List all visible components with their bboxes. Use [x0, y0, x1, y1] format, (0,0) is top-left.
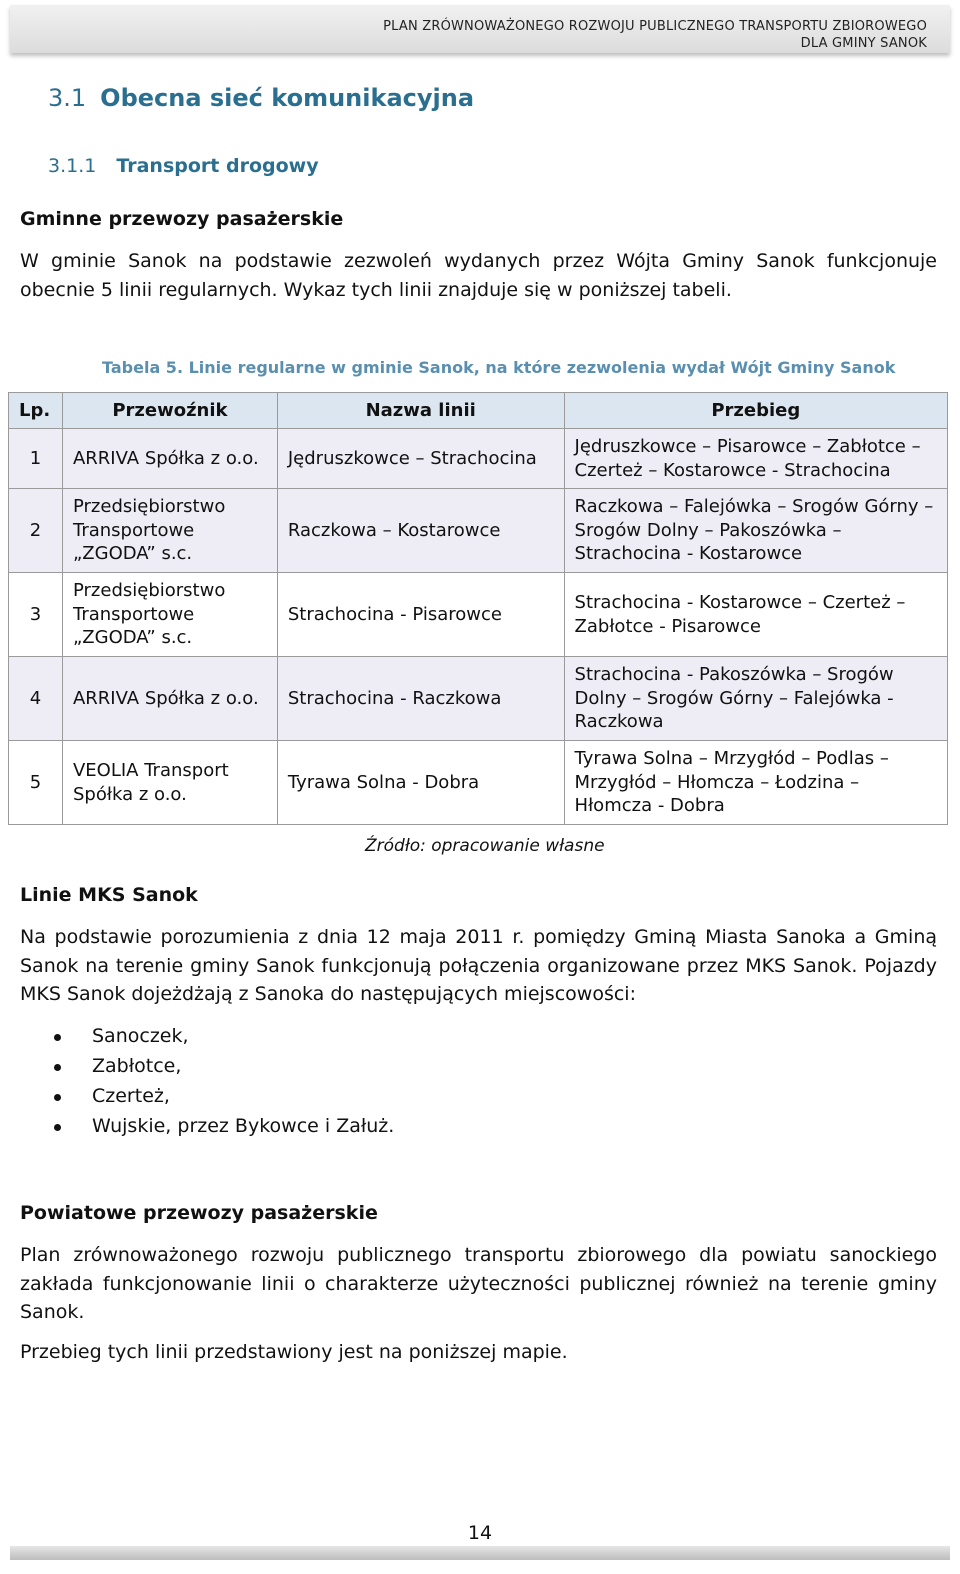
row-carrier: Przedsiębiorstwo Transportowe „ZGODA” s.c. — [62, 489, 277, 573]
table-caption — [102, 358, 895, 377]
row-lp: 3 — [9, 573, 63, 657]
row-route: Jędruszkowce – Pisarowce – Zabłotce – Czerteż – Kostarowce - Strachocina — [564, 429, 947, 489]
row-route: Raczkowa – Falejówka – Srogów Górny – Srogów Dolny – Pakoszówka – Strachocina - Kostarowce — [564, 489, 947, 573]
row-line-name: Strachocina - Raczkowa — [277, 657, 564, 741]
gminne-heading: Gminne przewozy pasażerskie — [20, 208, 344, 230]
powiatowe-heading: Powiatowe przewozy pasażerskie — [20, 1202, 378, 1224]
column-header-carrier: Przewoźnik — [62, 393, 277, 429]
row-route: Strachocina - Pakoszówka – Srogów Dolny – Srogów Górny – Falejówka - Raczkowa — [564, 657, 947, 741]
mks-heading: Linie MKS Sanok — [20, 884, 198, 906]
list-item-text: Sanoczek, — [92, 1025, 189, 1047]
table-row — [9, 741, 948, 825]
page-header — [10, 5, 950, 53]
list-item — [40, 1051, 394, 1081]
list-item-text: Zabłotce, — [92, 1055, 182, 1077]
list-item-text: Czerteż, — [92, 1085, 170, 1107]
table-header-row — [9, 393, 948, 429]
column-header-lp: Lp. — [9, 393, 63, 429]
row-lp: 1 — [9, 429, 63, 489]
header-title — [383, 18, 927, 52]
row-lp: 5 — [9, 741, 63, 825]
row-carrier: ARRIVA Spółka z o.o. — [62, 657, 277, 741]
mks-paragraph: Na podstawie porozumienia z dnia 12 maja 2011 r. pomiędzy Gminą Miasta Sanoka a Gminą Sanok na terenie gminy Sanok funkcjonują połączenia organizowane przez MKS Sanok. Pojazdy MKS Sanok dojeżdżają z Sanoka do następujących miejscowości: — [20, 926, 937, 1005]
subsection-title: Transport drogowy — [116, 155, 319, 177]
table-row — [9, 489, 948, 573]
row-line-name: Tyrawa Solna - Dobra — [277, 741, 564, 825]
powiatowe-paragraph-1: Plan zrównoważonego rozwoju publicznego transportu zbiorowego dla powiatu sanockiego zakłada funkcjonowanie linii o charakterze użyteczności publicznej również na terenie gminy Sanok. — [20, 1244, 937, 1323]
page-footer — [10, 1546, 950, 1560]
row-line-name: Jędruszkowce – Strachocina — [277, 429, 564, 489]
gminne-paragraph: W gminie Sanok na podstawie zezwoleń wydanych przez Wójta Gminy Sanok funkcjonuje obecnie 5 linii regularnych. Wykaz tych linii znajduje się w poniższej tabeli. — [20, 250, 937, 301]
bullet-icon — [54, 1124, 61, 1131]
lines-table — [8, 392, 948, 825]
section-heading — [48, 84, 474, 112]
table-row — [9, 657, 948, 741]
subsection-number: 3.1.1 — [48, 155, 97, 177]
column-header-route: Przebieg — [564, 393, 947, 429]
section-title: Obecna sieć komunikacyjna — [100, 84, 475, 112]
list-item — [40, 1111, 394, 1141]
bullet-icon — [54, 1064, 61, 1071]
table-row — [9, 429, 948, 489]
row-lp: 2 — [9, 489, 63, 573]
header-line-1: PLAN ZRÓWNOWAŻONEGO ROZWOJU PUBLICZNEGO TRANSPORTU ZBIOROWEGO — [383, 19, 927, 34]
row-carrier: VEOLIA Transport Spółka z o.o. — [62, 741, 277, 825]
row-carrier: ARRIVA Spółka z o.o. — [62, 429, 277, 489]
column-header-line-name: Nazwa linii — [277, 393, 564, 429]
subsection-heading — [48, 155, 319, 177]
list-item-text: Wujskie, przez Bykowce i Załuż. — [92, 1115, 395, 1137]
table-source: Źródło: opracowanie własne — [365, 836, 605, 856]
row-carrier: Przedsiębiorstwo Transportowe „ZGODA” s.c. — [62, 573, 277, 657]
row-line-name: Strachocina - Pisarowce — [277, 573, 564, 657]
table-caption-text: Linie regularne w gminie Sanok, na które zezwolenia wydał Wójt Gminy Sanok — [188, 358, 896, 377]
row-line-name: Raczkowa – Kostarowce — [277, 489, 564, 573]
list-item — [40, 1081, 394, 1111]
list-item — [40, 1021, 394, 1051]
bullet-icon — [54, 1034, 61, 1041]
section-number: 3.1 — [48, 84, 87, 112]
towns-list — [40, 1021, 394, 1141]
page-number: 14 — [467, 1522, 493, 1544]
header-line-2: DLA GMINY SANOK — [800, 36, 927, 51]
bullet-icon — [54, 1094, 61, 1101]
row-lp: 4 — [9, 657, 63, 741]
table-caption-label: Tabela 5. — [102, 358, 184, 377]
table-row — [9, 573, 948, 657]
powiatowe-paragraph-2: Przebieg tych linii przedstawiony jest na poniższej mapie. — [20, 1341, 568, 1363]
row-route: Strachocina - Kostarowce – Czerteż – Zabłotce - Pisarowce — [564, 573, 947, 657]
row-route: Tyrawa Solna – Mrzygłód – Podlas – Mrzygłód – Hłomcza – Łodzina – Hłomcza - Dobra — [564, 741, 947, 825]
